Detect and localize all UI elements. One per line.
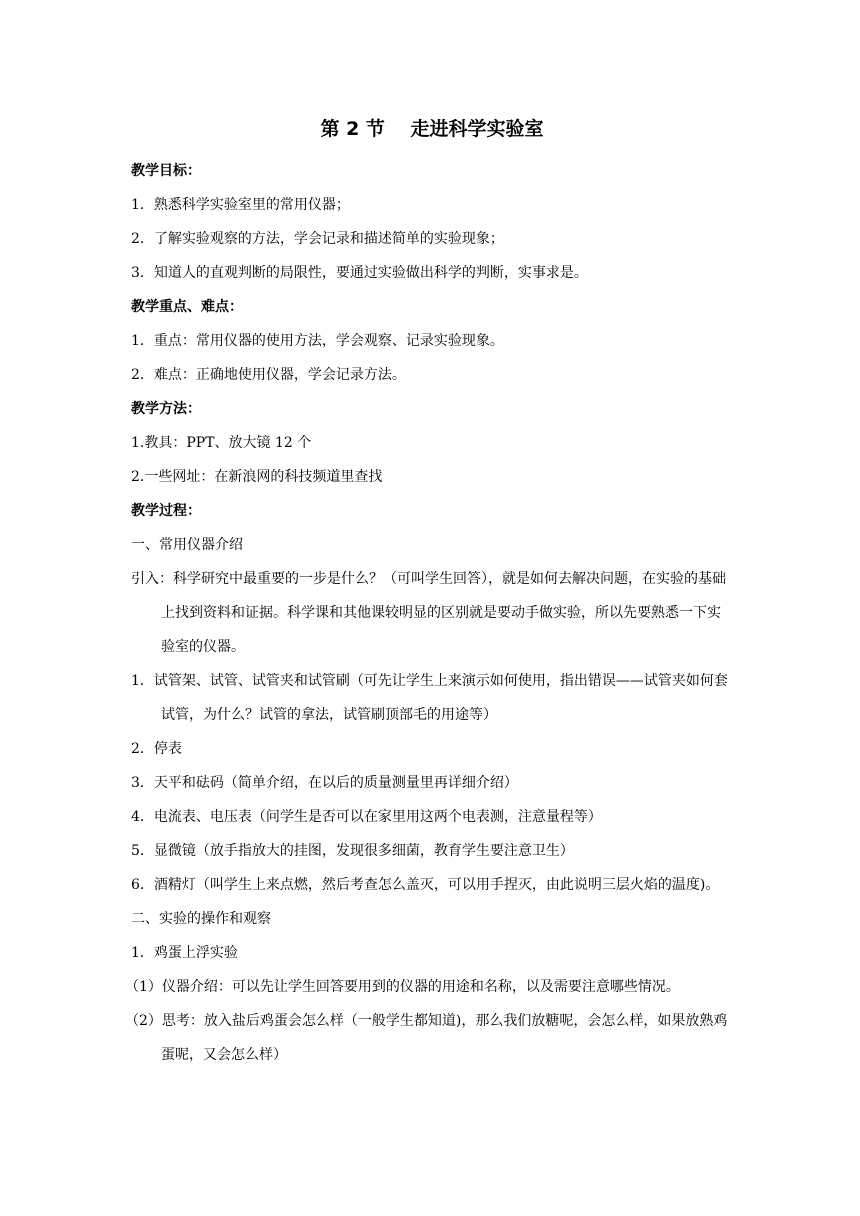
keypoint-item-2: 2．难点：正确地使用仪器，学会记录方法。 [131, 367, 406, 383]
instrument-item-3: 3．天平和砝码（简单介绍，在以后的质量测量里再详细介绍） [131, 775, 518, 791]
document-page [125, 112, 733, 1072]
process-heading: 教学过程： [131, 503, 201, 519]
instrument-item-4: 4．电流表、电压表（问学生是否可以在家里用这两个电表测，注意量程等） [131, 809, 602, 825]
intro-paragraph: 引入：科学研究中最重要的一步是什么？（可叫学生回答），就是如何去解决问题，在实验的基础上找到资料和证据。科学课和其他课较明显的区别就是要动手做实验，所以先要熟悉一下实验室的仪器。 [131, 571, 726, 655]
method-item-1: 1.教具：PPT、放大镜 12 个 [131, 435, 312, 451]
instrument-item-2: 2．停表 [131, 741, 182, 757]
method-item-2: 2.一些网址：在新浪网的科技频道里查找 [131, 469, 383, 485]
instrument-item-5: 5．显微镜（放手指放大的挂图，发现很多细菌，教育学生要注意卫生） [131, 843, 574, 859]
keypoints-heading: 教学重点、难点： [131, 299, 243, 315]
instrument-item-1: 1．试管架、试管、试管夹和试管刷（可先让学生上来演示如何使用，指出错误——试管夹如何套试管，为什么？试管的拿法，试管刷顶部毛的用途等） [131, 673, 728, 723]
methods-heading: 教学方法： [131, 401, 201, 417]
goal-item-1: 1．熟悉科学实验室里的常用仪器； [131, 197, 350, 213]
exp1-title: 1．鸡蛋上浮实验 [131, 945, 238, 961]
goal-item-2: 2．了解实验观察的方法，学会记录和描述简单的实验现象； [131, 231, 504, 247]
keypoint-item-1: 1．重点：常用仪器的使用方法，学会观察、记录实验现象。 [131, 333, 504, 349]
instrument-item-6: 6．酒精灯（叫学生上来点燃，然后考查怎么盖灭，可以用手捏灭，由此说明三层火焰的温度)。 [131, 877, 720, 893]
goals-heading: 教学目标： [131, 163, 201, 179]
part2-title: 二、实验的操作和观察 [131, 911, 271, 927]
exp1-item-2: （2）思考：放入盐后鸡蛋会怎么样（一般学生都知道)，那么我们放糖呢，会怎么样，如果放熟鸡蛋呢，又会怎么样） [125, 1013, 728, 1063]
part1-title: 一、常用仪器介绍 [131, 537, 243, 553]
goal-item-3: 3．知道人的直观判断的局限性，要通过实验做出科学的判断，实事求是。 [131, 265, 588, 281]
page-title: 第 2 节 走进科学实验室 [320, 118, 544, 140]
exp1-item-1: （1）仪器介绍：可以先让学生回答要用到的仪器的用途和名称，以及需要注意哪些情况。 [125, 979, 680, 995]
